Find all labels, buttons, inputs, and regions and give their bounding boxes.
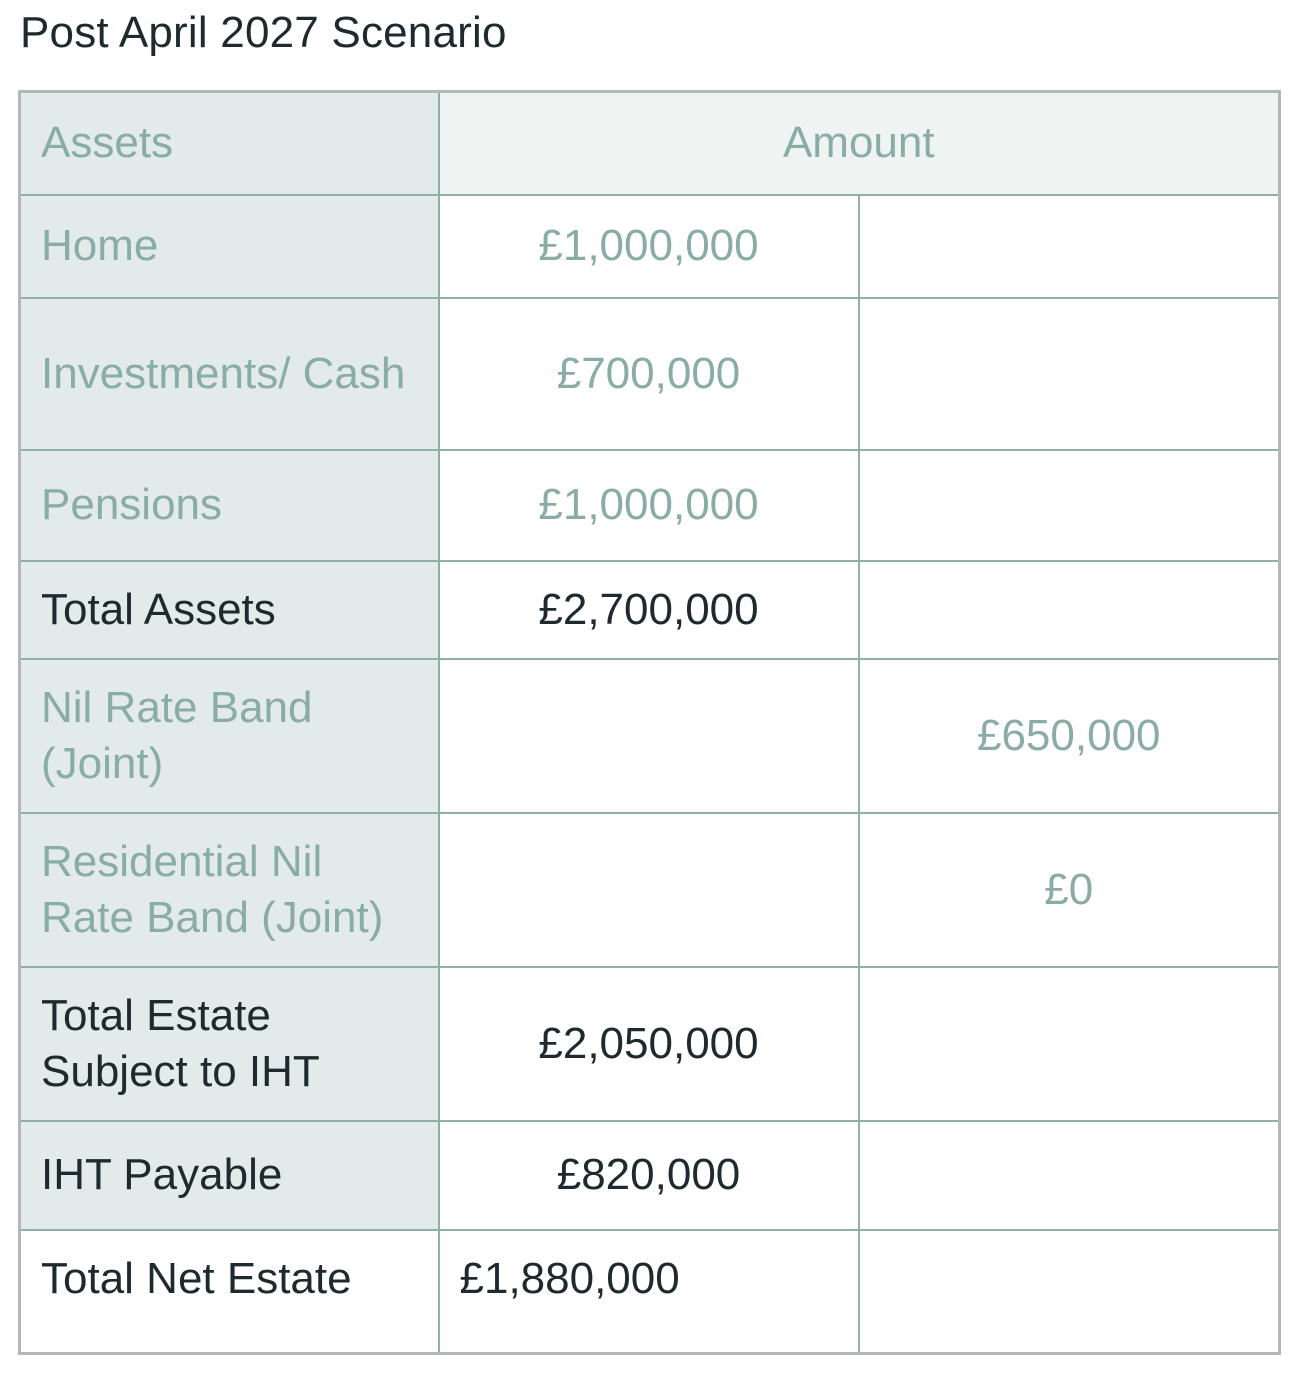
row-amount: £1,880,000 <box>439 1230 859 1354</box>
table-row-nil-rate-band <box>20 659 1280 813</box>
row-allowance <box>859 967 1280 1121</box>
row-label: Pensions <box>20 450 439 561</box>
row-label: Total Assets <box>20 561 439 659</box>
row-allowance: £0 <box>859 813 1280 967</box>
row-label: Investments/ Cash <box>20 298 439 450</box>
header-amount: Amount <box>439 92 1280 195</box>
row-label: Total Net Estate <box>20 1230 439 1354</box>
table-row-pensions <box>20 450 1280 561</box>
row-label: IHT Payable <box>20 1121 439 1230</box>
table-row-total-net-estate <box>20 1230 1280 1354</box>
table-row-residential-nil-rate-band <box>20 813 1280 967</box>
table-row-iht-payable <box>20 1121 1280 1230</box>
row-allowance <box>859 1121 1280 1230</box>
row-amount: £2,700,000 <box>439 561 859 659</box>
table-row-home <box>20 195 1280 298</box>
row-label: Residential Nil Rate Band (Joint) <box>20 813 439 967</box>
row-amount: £700,000 <box>439 298 859 450</box>
row-amount: £2,050,000 <box>439 967 859 1121</box>
page-title: Post April 2027 Scenario <box>20 8 507 57</box>
table-header-row <box>20 92 1280 195</box>
table-row-investments <box>20 298 1280 450</box>
table-row-total-estate-subject-to-iht <box>20 967 1280 1121</box>
row-amount: £1,000,000 <box>439 450 859 561</box>
row-amount <box>439 813 859 967</box>
row-amount: £820,000 <box>439 1121 859 1230</box>
row-allowance <box>859 450 1280 561</box>
row-allowance <box>859 1230 1280 1354</box>
table-row-total-assets <box>20 561 1280 659</box>
header-assets: Assets <box>20 92 439 195</box>
row-allowance <box>859 561 1280 659</box>
row-label: Total Estate Subject to IHT <box>20 967 439 1121</box>
iht-scenario-table <box>18 90 1281 1355</box>
row-allowance: £650,000 <box>859 659 1280 813</box>
row-amount <box>439 659 859 813</box>
row-label: Home <box>20 195 439 298</box>
row-amount: £1,000,000 <box>439 195 859 298</box>
row-allowance <box>859 298 1280 450</box>
row-label: Nil Rate Band (Joint) <box>20 659 439 813</box>
row-allowance <box>859 195 1280 298</box>
